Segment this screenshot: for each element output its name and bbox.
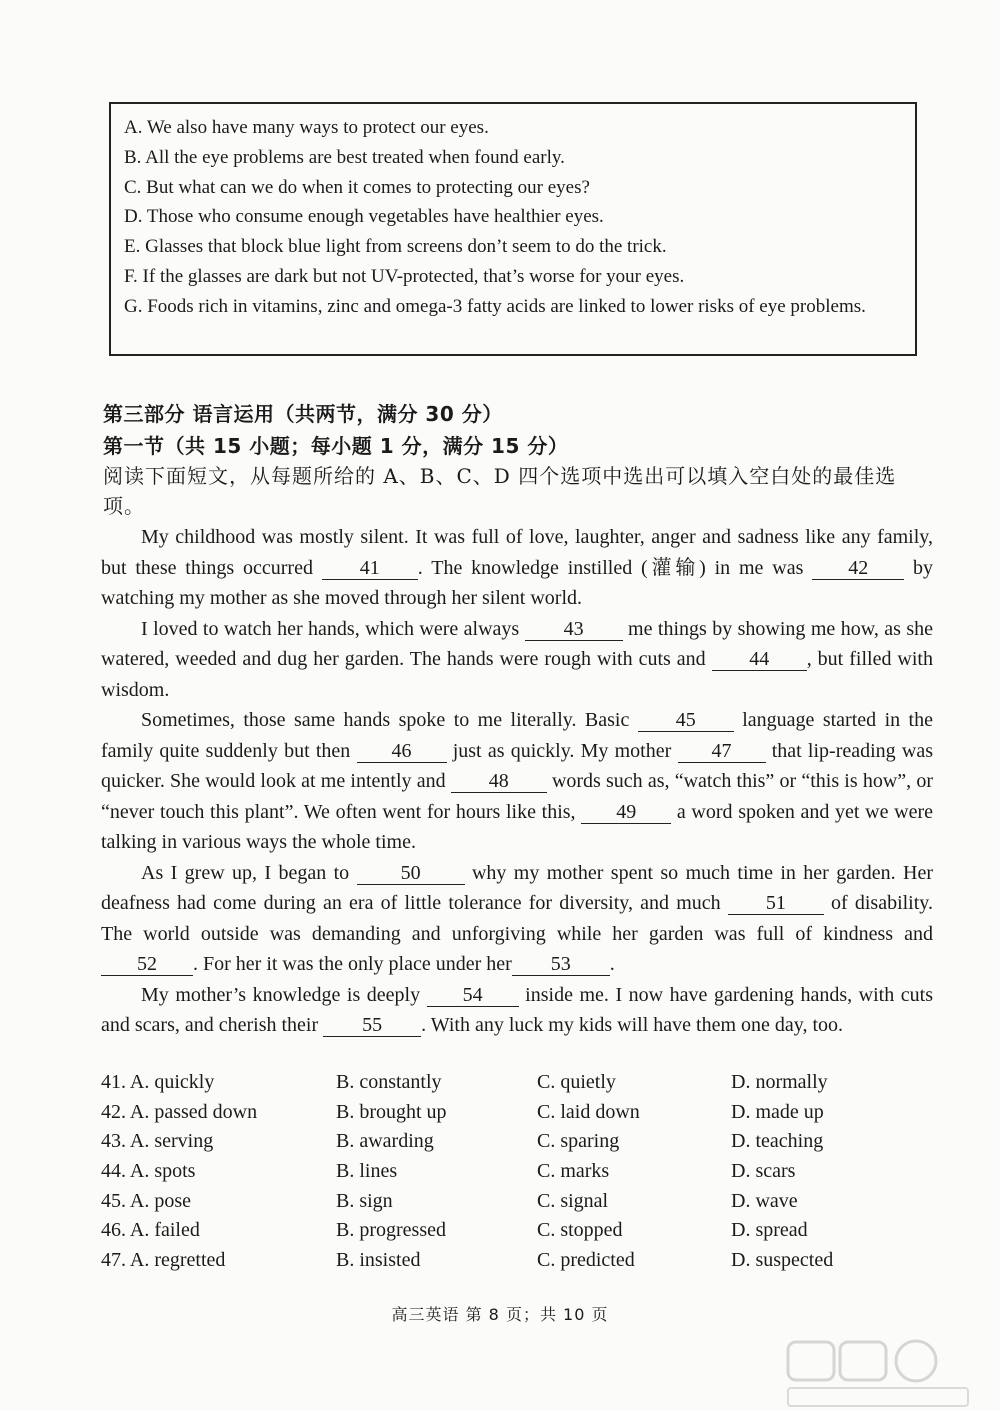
passage-text: As I grew up, I began to xyxy=(141,861,357,884)
choice-c: C. laid down xyxy=(537,1100,640,1123)
choice-a: 44. A. spots xyxy=(101,1160,196,1183)
choice-c: C. sparing xyxy=(537,1130,620,1153)
question-row xyxy=(101,1098,941,1128)
choice-c: C. signal xyxy=(537,1189,609,1212)
choice-b: B. constantly xyxy=(336,1071,442,1094)
section1-heading: 第一节（共 15 小题；每小题 1 分，满分 15 分） xyxy=(103,434,569,458)
choice-d: D. normally xyxy=(731,1071,828,1094)
question-row xyxy=(101,1186,941,1216)
choice-c: C. quietly xyxy=(537,1071,616,1094)
question-row xyxy=(101,1216,941,1246)
passage-text: , but filled with wisdom. xyxy=(101,648,933,701)
passage-text: of disability. The world outside was demanding and unforgiving while her garden was full of kindness and xyxy=(101,892,933,945)
question-row xyxy=(101,1127,941,1157)
passage-text: words such as, “watch this” or “this is how”, or “never touch this plant”. We often went for hours like this, xyxy=(101,770,933,823)
choice-a: 46. A. failed xyxy=(101,1219,200,1242)
option-c: C. But what can we do when it comes to protecting our eyes? xyxy=(124,176,590,198)
passage-text: that lip-reading was quicker. She would look at me intently and xyxy=(101,739,933,792)
passage-text: language started in the family quite suddenly but then xyxy=(101,709,933,762)
passage-text: Sometimes, those same hands spoke to me literally. Basic xyxy=(141,709,638,731)
option-g: G. Foods rich in vitamins, zinc and omega-3 fatty acids are linked to lower risks of eye problems. xyxy=(124,295,866,317)
option-b: B. All the eye problems are best treated when found early. xyxy=(124,146,565,168)
question-row xyxy=(101,1068,941,1098)
page-footer: 高三英语 第 8 页；共 10 页 xyxy=(391,1305,609,1324)
passage-text: inside me. I now have gardening hands, with cuts and scars, and cherish their xyxy=(101,983,934,1036)
part3-heading: 第三部分 语言运用（共两节，满分 30 分） xyxy=(103,402,503,426)
passage-text: . With any luck my kids will have them one day, too. xyxy=(421,1014,844,1036)
choice-c: C. stopped xyxy=(537,1219,623,1242)
passage-text: My childhood was mostly silent. It was full of love, laughter, anger and sadness like any family, but these things occurred xyxy=(101,526,933,579)
paragraph-2 xyxy=(101,614,933,706)
section-instruction: 阅读下面短文，从每题所给的 A、B、C、D 四个选项中选出可以填入空白处的最佳选项。 xyxy=(103,464,897,518)
choice-d: D. teaching xyxy=(731,1130,824,1153)
passage-text: I loved to watch her hands, which were always xyxy=(141,617,525,640)
answer-options-box xyxy=(109,102,917,356)
blank-48: 48 xyxy=(451,770,547,793)
choice-a: 41. A. quickly xyxy=(101,1071,215,1094)
blank-46: 46 xyxy=(357,740,447,763)
question-row xyxy=(101,1246,941,1276)
option-d: D. Those who consume enough vegetables have healthier eyes. xyxy=(124,206,604,228)
passage-text: . For her it was the only place under her xyxy=(193,953,512,975)
choice-d: D. made up xyxy=(731,1100,824,1123)
blank-53: 53 xyxy=(512,953,610,976)
choice-d: D. scars xyxy=(731,1160,796,1183)
passage-text: just as quickly. My mother xyxy=(446,739,678,762)
watermark-logo-icon xyxy=(786,1338,976,1410)
question-choices xyxy=(101,1068,941,1275)
paragraph-5 xyxy=(101,980,933,1041)
choice-d: D. suspected xyxy=(731,1248,834,1271)
blank-51: 51 xyxy=(728,892,824,915)
passage-text: by watching my mother as she moved through her silent world. xyxy=(101,556,934,609)
blank-44: 44 xyxy=(712,648,807,671)
choice-b: B. lines xyxy=(336,1160,398,1183)
blank-54: 54 xyxy=(427,984,519,1007)
paragraph-1 xyxy=(101,522,933,614)
choice-c: C. predicted xyxy=(537,1248,635,1271)
blank-50: 50 xyxy=(357,862,465,885)
paragraph-4 xyxy=(101,858,933,980)
choice-c: C. marks xyxy=(537,1160,610,1183)
choice-a: 42. A. passed down xyxy=(101,1100,258,1123)
choice-d: D. wave xyxy=(731,1189,798,1212)
choice-a: 45. A. pose xyxy=(101,1189,191,1212)
choice-b: B. sign xyxy=(336,1189,393,1212)
blank-47: 47 xyxy=(678,740,766,763)
option-e: E. Glasses that block blue light from screens don’t seem to do the trick. xyxy=(124,236,667,258)
paragraph-3 xyxy=(101,705,933,858)
blank-55: 55 xyxy=(323,1014,421,1037)
choice-b: B. progressed xyxy=(336,1219,446,1242)
blank-41: 41 xyxy=(322,557,418,580)
choice-a: 43. A. serving xyxy=(101,1130,214,1153)
choice-b: B. brought up xyxy=(336,1100,447,1123)
passage-text: me things by showing me how, as she watered, weeded and dug her garden. The hands were rough with cuts and xyxy=(101,617,933,670)
choice-b: B. awarding xyxy=(336,1130,434,1153)
choice-a: 47. A. regretted xyxy=(101,1248,226,1271)
blank-49: 49 xyxy=(581,801,671,824)
passage-text: . The knowledge instilled (灌输) in me was xyxy=(417,556,813,579)
choice-b: B. insisted xyxy=(336,1248,421,1271)
blank-45: 45 xyxy=(638,709,734,732)
option-f: F. If the glasses are dark but not UV-protected, that’s worse for your eyes. xyxy=(124,265,685,287)
question-row xyxy=(101,1157,941,1187)
choice-d: D. spread xyxy=(731,1219,808,1242)
passage-text: why my mother spent so much time in her garden. Her deafness had come during an era of little tolerance for diversity, and much xyxy=(101,861,933,914)
blank-42: 42 xyxy=(812,557,904,580)
option-a: A. We also have many ways to protect our eyes. xyxy=(124,117,489,138)
passage-text: a word spoken and yet we were talking in various ways the whole time. xyxy=(101,800,933,853)
passage-text: . xyxy=(609,953,615,975)
passage-text: My mother’s knowledge is deeply xyxy=(141,983,427,1006)
blank-52: 52 xyxy=(101,953,193,976)
cloze-passage xyxy=(101,522,933,1041)
blank-43: 43 xyxy=(525,618,623,641)
